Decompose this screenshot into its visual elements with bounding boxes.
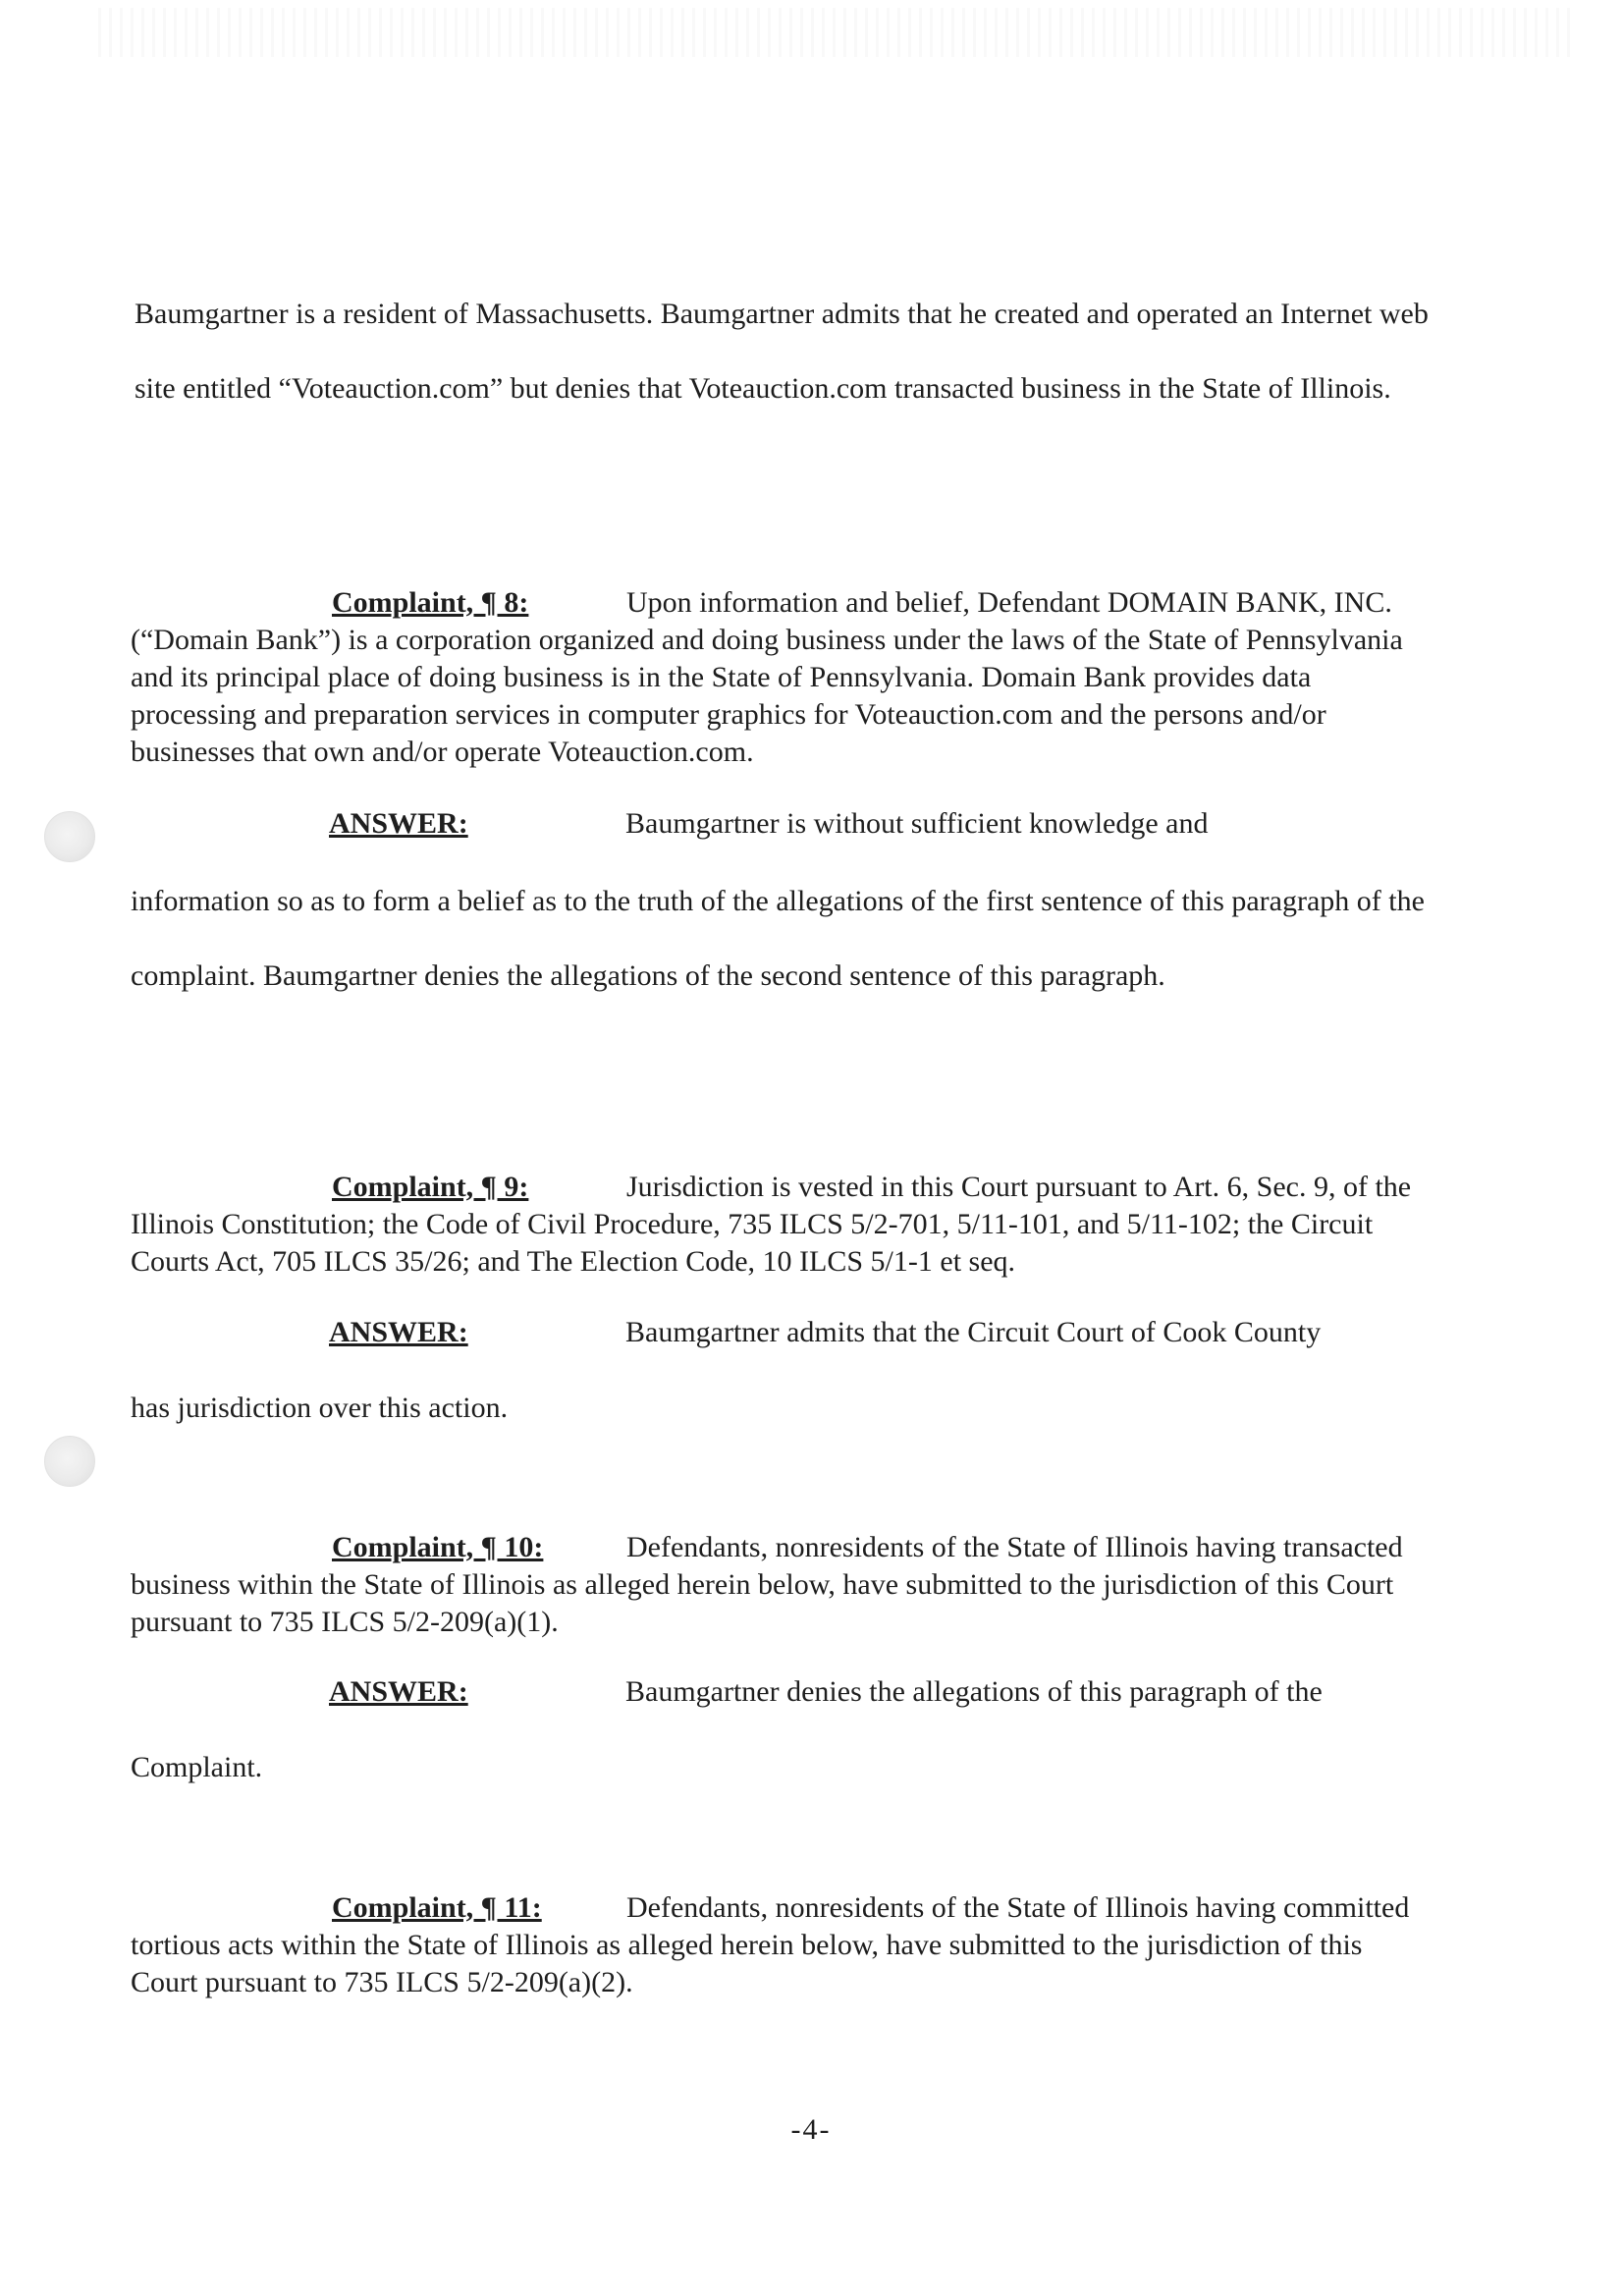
answer-line xyxy=(329,1675,1323,1709)
answer-line xyxy=(329,1316,1321,1349)
complaint-text: Defendants, nonresidents of the State of Illinois having committed tortious acts within the State of Illinois as alleged herein below, have submitted to the jurisdiction of this Court pursuant to 735 ILCS 5/2-209(a)(2). xyxy=(131,1891,1410,1998)
answer-continuation: information so as to form a belief as to the truth of the allegations of the first sentence of this paragraph of the complaint. Baumgartner denies the allegations of the second sentence of this paragraph. xyxy=(131,885,1425,992)
complaint-text: Defendants, nonresidents of the State of Illinois having transacted business within the State of Illinois as alleged herein below, have submitted to the jurisdiction of this Court pursuant to 735 ILCS 5/2-209(a)(1). xyxy=(131,1531,1403,1638)
punch-hole xyxy=(44,1436,95,1487)
complaint-paragraph-9 xyxy=(131,1169,1427,1281)
complaint-text: Upon information and belief, Defendant DOMAIN BANK, INC. (“Domain Bank”) is a corporation organized and doing business under the laws of the State of Pennsylvania and its principal place of doing business is in the State of Pennsylvania. Domain Bank provides data processing and preparation services in computer graphics for Voteauction.com and the persons and/or businesses that own and/or operate Voteauction.com. xyxy=(131,586,1403,768)
complaint-paragraph-8 xyxy=(131,584,1427,771)
answer-text: Baumgartner denies the allegations of this paragraph of the xyxy=(625,1675,1323,1708)
intro-paragraph: Baumgartner is a resident of Massachusetts. Baumgartner admits that he created and operated an Internet web site entitled “Voteauction.com” but denies that Voteauction.com transacted business in the State of Illinois. xyxy=(135,298,1429,405)
answer-continuation: Complaint. xyxy=(131,1751,263,1783)
complaint-paragraph-10 xyxy=(131,1529,1427,1641)
answer-text: Baumgartner admits that the Circuit Court of Cook County xyxy=(625,1316,1322,1348)
complaint-heading: Complaint, ¶ 8: xyxy=(332,586,529,619)
scan-artifact xyxy=(98,8,1571,57)
complaint-heading: Complaint, ¶ 11: xyxy=(332,1891,542,1924)
complaint-heading: Complaint, ¶ 9: xyxy=(332,1171,529,1203)
complaint-paragraph-11 xyxy=(131,1889,1427,2001)
answer-text: Baumgartner is without sufficient knowledge and xyxy=(625,807,1209,840)
answer-label: ANSWER: xyxy=(329,1316,468,1348)
complaint-text: Jurisdiction is vested in this Court pursuant to Art. 6, Sec. 9, of the Illinois Constitution; the Code of Civil Procedure, 735 ILCS 5/2-701, 5/11-101, and 5/11-102; the Circuit Courts Act, 705 ILCS 35/26; and The Election Code, 10 ILCS 5/1-1 et seq. xyxy=(131,1171,1412,1278)
answer-line xyxy=(329,807,1208,841)
page-number: -4- xyxy=(790,2113,832,2146)
answer-continuation: has jurisdiction over this action. xyxy=(131,1392,509,1424)
answer-label: ANSWER: xyxy=(329,1675,468,1708)
punch-hole xyxy=(44,811,95,862)
complaint-heading: Complaint, ¶ 10: xyxy=(332,1531,544,1563)
answer-label: ANSWER: xyxy=(329,807,468,840)
